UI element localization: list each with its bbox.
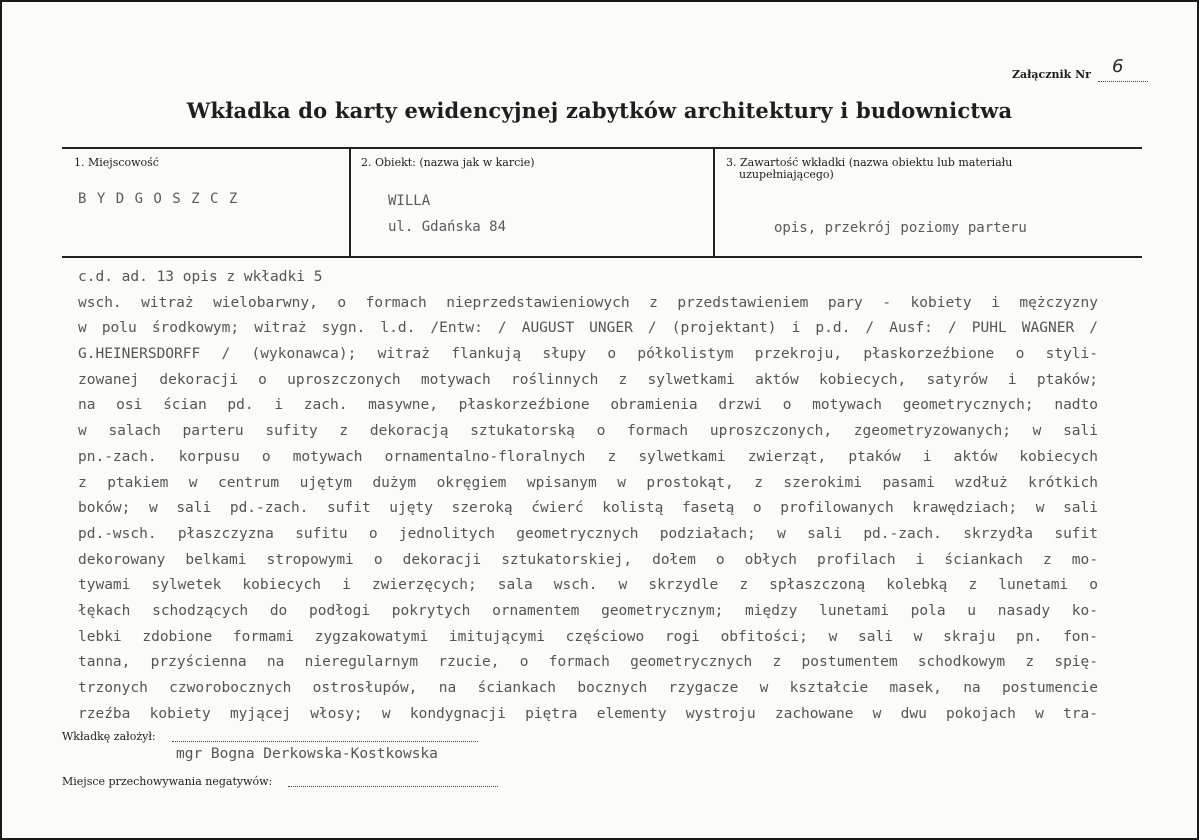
author-dotted-line [172, 741, 478, 742]
text-line: z ptakiem w centrum ujętym dużym okręgiem wpisanym w prostokąt, z szerokimi pasami wzdłuż krótkich [78, 474, 1098, 491]
description-text [78, 265, 1098, 727]
object-address: ul. Gdańska 84 [388, 219, 507, 235]
locality-value: B Y D G O S Z C Z [78, 191, 239, 207]
annex-number-field [1012, 56, 1162, 88]
text-line: trzonych czworobocznych ostrosłupów, na ściankach bocznych rzygacze w kształcie masek, na postumencie [78, 680, 1098, 696]
text-line: boków; w sali pd.-zach. sufit ujęty szeroką ćwierć kolistą fasetą o profilowanych krawędziach; w sali [78, 500, 1098, 517]
text-line: rzeźba kobiety myjącej włosy; w kondygnacji piętra elementy wystroju zachowane w dwu pokojach w tra- [78, 705, 1098, 722]
negatives-dotted-line [288, 786, 498, 787]
text-line: wsch. witraż wielobarwny, o formach nieprzedstawieniowych z przedstawieniem pary - kobiety i mężczyzny [78, 294, 1098, 311]
text-line: w salach parteru sufity z dekoracją sztukatorską o formach uproszczonych, zgeometryzowanych; w sali [78, 423, 1098, 440]
text-line: tanna, przyścienna na nieregularnym rzucie, o formach geometrycznych z postumentem schodkowym z spię- [78, 654, 1098, 671]
text-line: pd.-wsch. płaszczyzna sufitu o jednolitych geometrycznych podziałach; w sali pd.-zach. skrzydła sufit [78, 525, 1098, 542]
text-line: pn.-zach. korpusu o motywach ornamentalno-floralnych z sylwetkami zwierząt, ptaków i aktów kobiecych [78, 448, 1098, 465]
annex-number-dotted-line [1098, 56, 1148, 82]
text-line: c.d. ad. 13 opis z wkładki 5 [78, 269, 323, 285]
content-label-line2: uzupełniającego) [739, 168, 834, 181]
text-line: tywami sylwetek kobiecych i zwierzęcych; sala wsch. w skrzydle z spłaszczoną kolebką z lunetami o [78, 577, 1098, 594]
table-top-border [62, 147, 1142, 149]
content-label-line1: 3. Zawartość wkładki (nazwa obiektu lub materiału [726, 156, 1013, 169]
content-value: opis, przekrój poziomy parteru [774, 220, 1027, 236]
table-bottom-border [62, 256, 1142, 258]
author-value: mgr Bogna Derkowska-Kostkowska [176, 746, 438, 762]
locality-label: 1. Miejscowość [74, 156, 159, 169]
text-line: na osi ścian pd. i zach. masywne, płaskorzeźbione obramienia drzwi o motywach geometrycznych; nadto [78, 397, 1098, 414]
text-line: łękach schodzących do podłogi pokrytych ornamentem geometrycznym; między lunetami pola u nasady ko- [78, 602, 1098, 619]
table-divider-1 [349, 147, 351, 257]
annex-number-handwritten: 6 [1112, 56, 1124, 77]
text-line: dekorowany belkami stropowymi o dekoracji sztukatorskiej, dołem o obłych profilach i ściankach z mo- [78, 551, 1098, 568]
text-line: G.HEINERSDORFF / (wykonawca); witraż flankują słupy o półkolistym przekroju, płaskorzeźbione o styli- [78, 346, 1098, 363]
document-title: Wkładka do karty ewidencyjnej zabytków architektury i budownictwa [186, 98, 1013, 123]
text-line: lebki zdobione formami zygzakowatymi imitującymi częściowo rogi obfitości; w sali w skraju pn. fon- [78, 628, 1098, 645]
text-line: w polu środkowym; witraż sygn. l.d. /Entw: / AUGUST UNGER / (projektant) i p.d. / Ausf: / PUHL WAGNER / [78, 320, 1098, 337]
object-name: WILLA [388, 193, 431, 209]
text-line: zowanej dekoracji o uproszczonych motywach roślinnych z sylwetkami aktów kobiecych, satyrów i ptaków; [78, 371, 1098, 388]
table-divider-2 [713, 147, 715, 257]
object-label: 2. Obiekt: (nazwa jak w karcie) [361, 156, 535, 169]
document-page [2, 2, 1197, 838]
annex-label: Załącznik Nr [1012, 68, 1091, 81]
author-label: Wkładkę założył: [62, 730, 156, 743]
negatives-label: Miejsce przechowywania negatywów: [62, 775, 273, 788]
